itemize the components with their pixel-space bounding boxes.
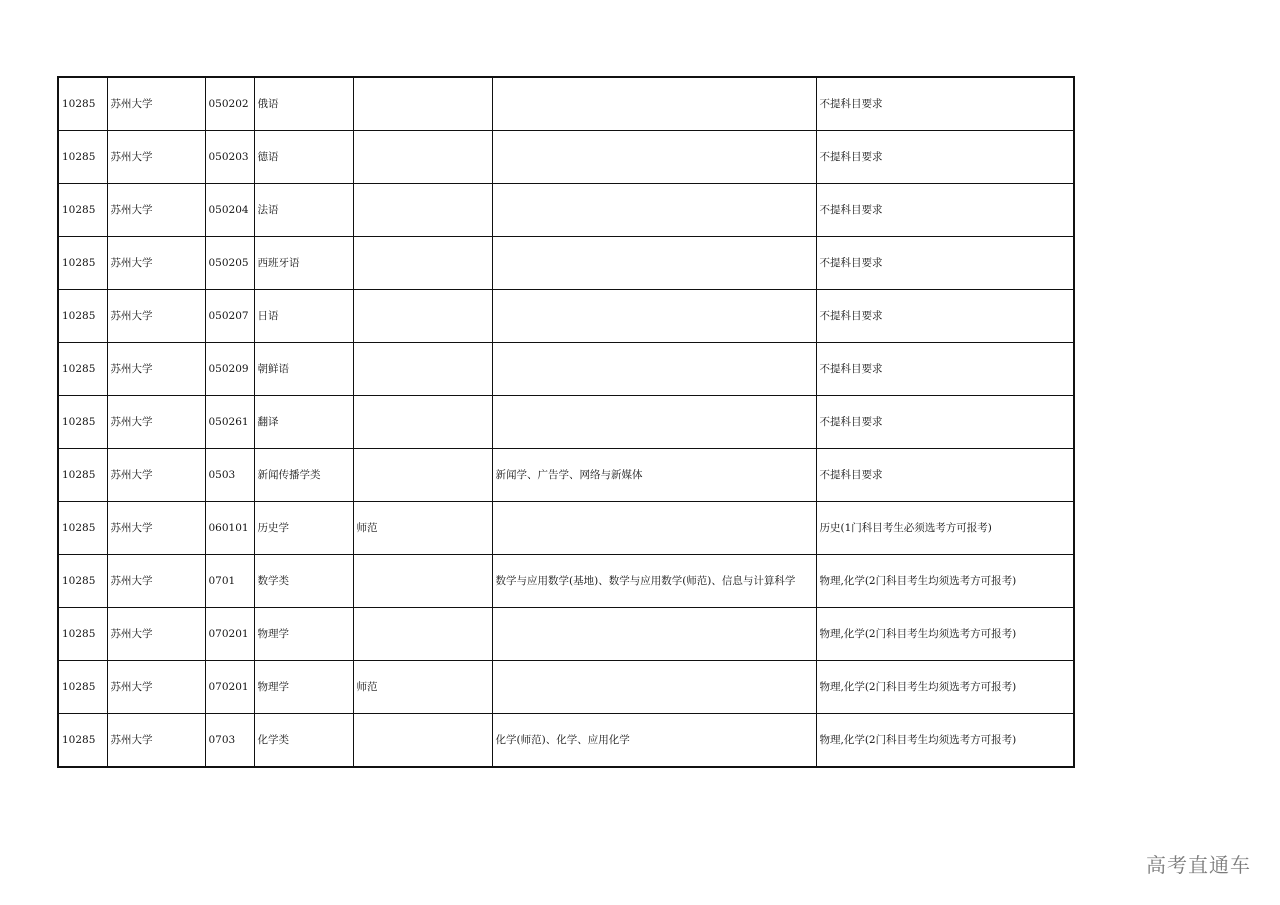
school-name-cell: 苏州大学 [107,184,205,237]
major-name-cell: 数学类 [254,555,353,608]
school-code-cell: 10285 [58,396,107,449]
school-code-cell: 10285 [58,661,107,714]
table-row [58,290,1074,343]
school-code-cell: 10285 [58,449,107,502]
included-majors-cell: 化学(师范)、化学、应用化学 [492,714,816,768]
subject-requirement-cell: 不提科目要求 [816,77,1074,131]
school-code-cell: 10285 [58,714,107,768]
school-name-cell: 苏州大学 [107,714,205,768]
school-code-cell: 10285 [58,608,107,661]
school-code-cell: 10285 [58,184,107,237]
subject-requirement-cell: 不提科目要求 [816,449,1074,502]
school-code-cell: 10285 [58,502,107,555]
major-note-cell [353,290,492,343]
major-note-cell [353,184,492,237]
major-code-cell: 050209 [205,343,254,396]
school-code-cell: 10285 [58,555,107,608]
table-row [58,449,1074,502]
major-name-cell: 日语 [254,290,353,343]
included-majors-cell [492,343,816,396]
included-majors-cell [492,184,816,237]
major-code-cell: 050203 [205,131,254,184]
school-code-cell: 10285 [58,290,107,343]
major-name-cell: 德语 [254,131,353,184]
school-name-cell: 苏州大学 [107,237,205,290]
table-row [58,502,1074,555]
major-name-cell: 法语 [254,184,353,237]
school-name-cell: 苏州大学 [107,343,205,396]
major-code-cell: 050205 [205,237,254,290]
subject-requirement-cell: 物理,化学(2门科目考生均须选考方可报考) [816,608,1074,661]
table-row [58,77,1074,131]
major-note-cell [353,131,492,184]
subject-requirement-cell: 物理,化学(2门科目考生均须选考方可报考) [816,714,1074,768]
major-note-cell [353,449,492,502]
table-row [58,608,1074,661]
major-code-cell: 0703 [205,714,254,768]
major-note-cell [353,77,492,131]
major-note-cell [353,396,492,449]
school-name-cell: 苏州大学 [107,502,205,555]
subject-requirement-cell: 物理,化学(2门科目考生均须选考方可报考) [816,555,1074,608]
major-name-cell: 朝鲜语 [254,343,353,396]
table-row [58,714,1074,768]
school-name-cell: 苏州大学 [107,290,205,343]
major-note-cell [353,608,492,661]
school-name-cell: 苏州大学 [107,661,205,714]
included-majors-cell [492,237,816,290]
school-name-cell: 苏州大学 [107,608,205,661]
school-code-cell: 10285 [58,131,107,184]
table-row [58,237,1074,290]
major-note-cell [353,714,492,768]
subject-requirement-cell: 不提科目要求 [816,131,1074,184]
major-code-cell: 050261 [205,396,254,449]
school-code-cell: 10285 [58,237,107,290]
included-majors-cell [492,661,816,714]
subject-requirement-cell: 物理,化学(2门科目考生均须选考方可报考) [816,661,1074,714]
included-majors-cell [492,396,816,449]
school-name-cell: 苏州大学 [107,131,205,184]
school-name-cell: 苏州大学 [107,555,205,608]
major-name-cell: 历史学 [254,502,353,555]
school-name-cell: 苏州大学 [107,396,205,449]
school-name-cell: 苏州大学 [107,77,205,131]
subject-requirement-cell: 历史(1门科目考生必须选考方可报考) [816,502,1074,555]
subject-requirement-cell: 不提科目要求 [816,343,1074,396]
table-body [58,77,1074,767]
major-code-cell: 0701 [205,555,254,608]
admission-requirements-table [57,76,1075,768]
included-majors-cell [492,131,816,184]
major-code-cell: 0503 [205,449,254,502]
table-row [58,661,1074,714]
table-row [58,184,1074,237]
included-majors-cell [492,290,816,343]
major-code-cell: 050207 [205,290,254,343]
table-row [58,131,1074,184]
major-note-cell: 师范 [353,661,492,714]
included-majors-cell: 新闻学、广告学、网络与新媒体 [492,449,816,502]
school-code-cell: 10285 [58,343,107,396]
school-name-cell: 苏州大学 [107,449,205,502]
table-row [58,555,1074,608]
major-note-cell [353,343,492,396]
major-code-cell: 070201 [205,661,254,714]
major-note-cell [353,555,492,608]
major-name-cell: 西班牙语 [254,237,353,290]
major-code-cell: 050202 [205,77,254,131]
major-code-cell: 070201 [205,608,254,661]
major-note-cell: 师范 [353,502,492,555]
subject-requirement-cell: 不提科目要求 [816,290,1074,343]
major-name-cell: 翻译 [254,396,353,449]
table-row [58,396,1074,449]
major-name-cell: 化学类 [254,714,353,768]
major-name-cell: 物理学 [254,608,353,661]
included-majors-cell [492,608,816,661]
major-code-cell: 060101 [205,502,254,555]
major-name-cell: 俄语 [254,77,353,131]
major-name-cell: 物理学 [254,661,353,714]
included-majors-cell [492,77,816,131]
subject-requirement-cell: 不提科目要求 [816,396,1074,449]
subject-requirement-cell: 不提科目要求 [816,237,1074,290]
major-name-cell: 新闻传播学类 [254,449,353,502]
school-code-cell: 10285 [58,77,107,131]
table-row [58,343,1074,396]
watermark-text: 高考直通车 [1146,853,1251,877]
major-code-cell: 050204 [205,184,254,237]
included-majors-cell: 数学与应用数学(基地)、数学与应用数学(师范)、信息与计算科学 [492,555,816,608]
major-note-cell [353,237,492,290]
subject-requirement-cell: 不提科目要求 [816,184,1074,237]
included-majors-cell [492,502,816,555]
